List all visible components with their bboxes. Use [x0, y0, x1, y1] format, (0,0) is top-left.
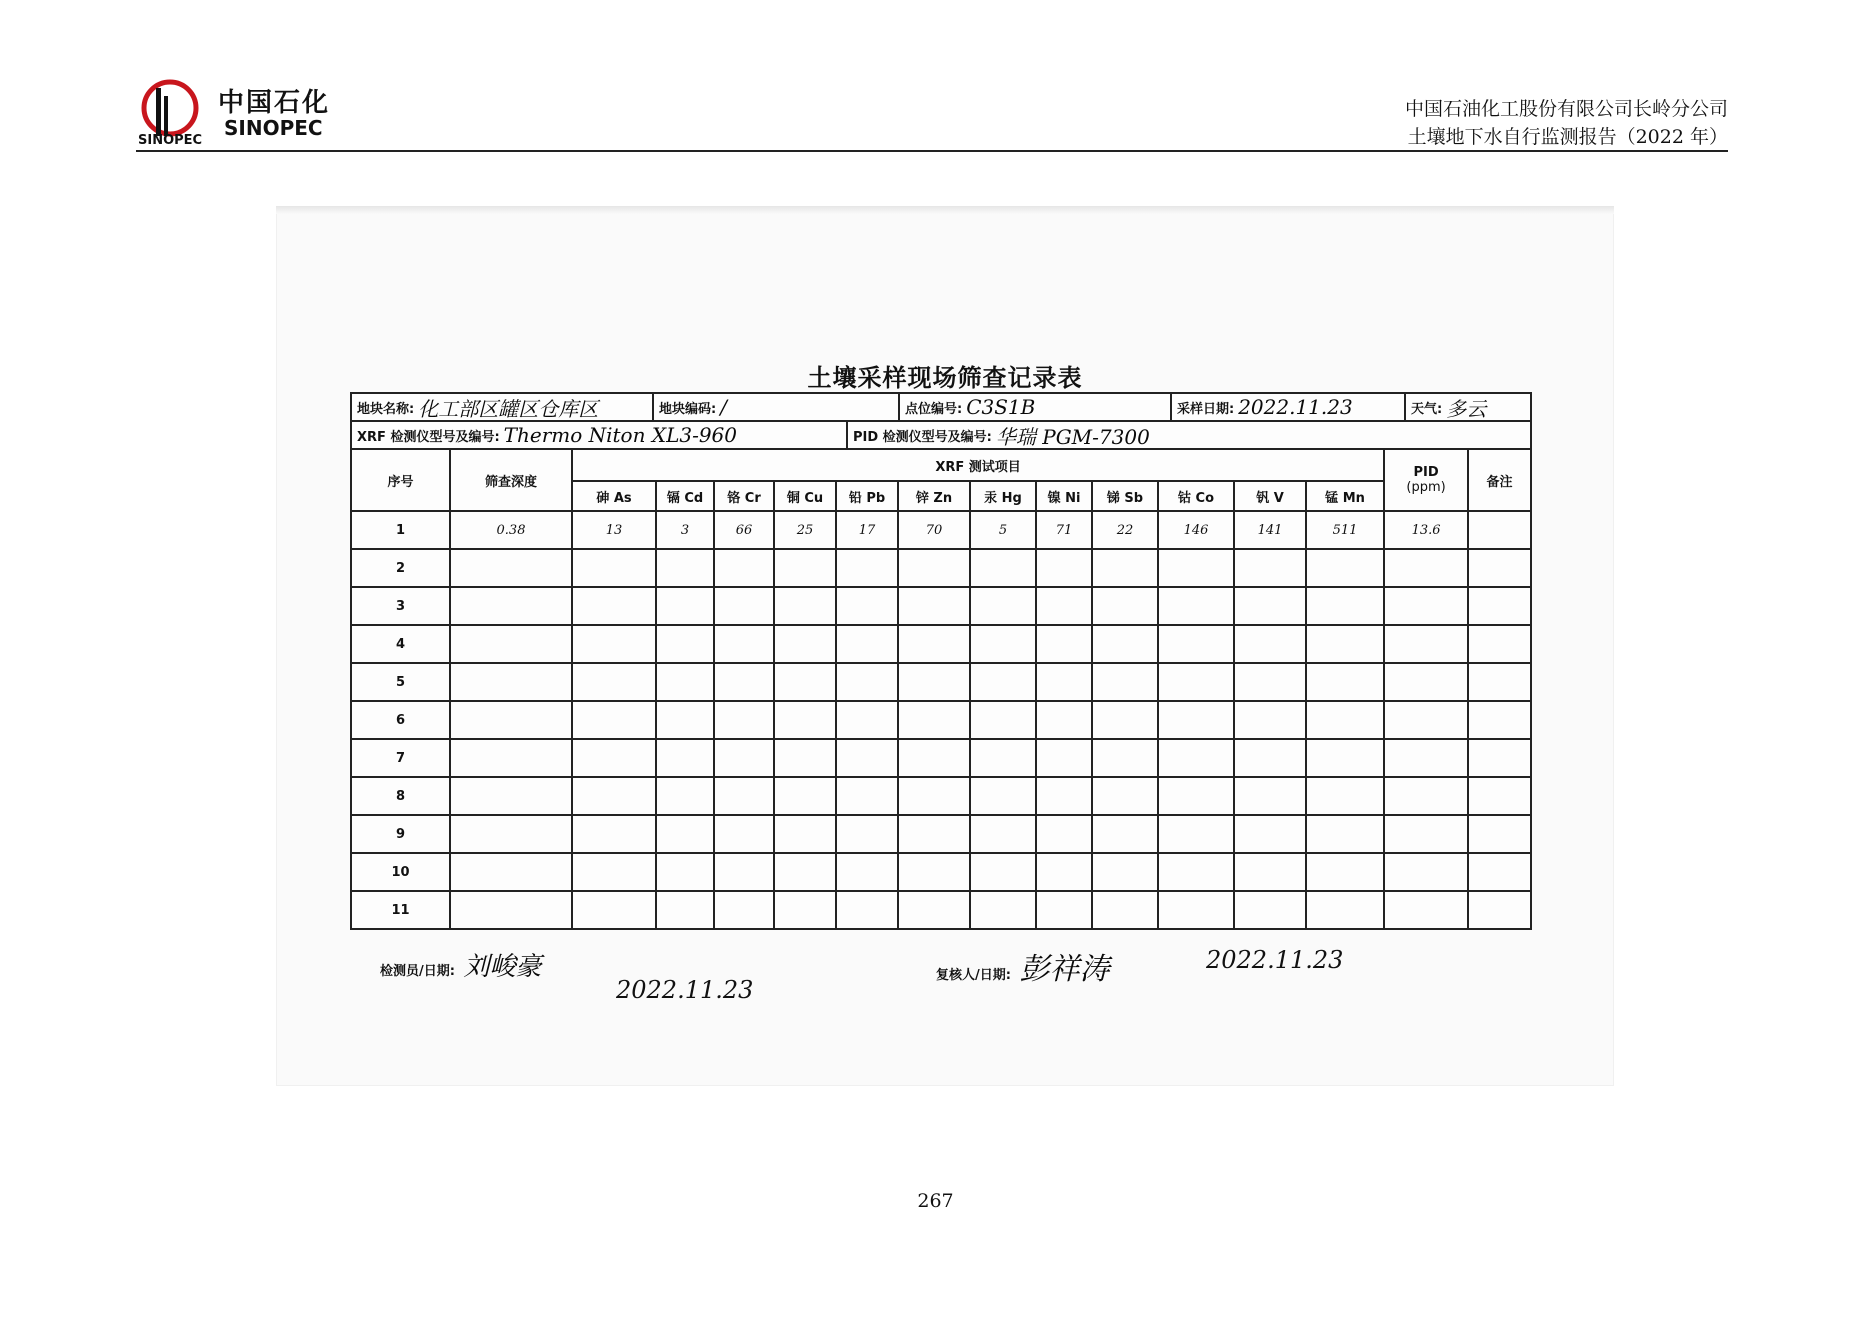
- element-value-cell: [970, 777, 1036, 815]
- col-header-element: 钒 V: [1234, 481, 1306, 511]
- col-header-element: 铜 Cu: [774, 481, 836, 511]
- remark-cell: [1468, 815, 1530, 853]
- element-value-cell: [836, 739, 898, 777]
- element-value-cell: 17: [836, 511, 898, 549]
- col-header-depth: 筛查深度: [450, 450, 572, 511]
- row-number: 3: [352, 587, 450, 625]
- table-row: [352, 891, 1530, 928]
- row-number: 5: [352, 663, 450, 701]
- reviewer-signature: [936, 944, 1109, 988]
- element-value-cell: [970, 739, 1036, 777]
- table-row: [352, 777, 1530, 815]
- pid-cell: [1384, 853, 1468, 891]
- table-row: [352, 853, 1530, 891]
- element-value-cell: [1092, 739, 1158, 777]
- pid-cell: [1384, 625, 1468, 663]
- element-value-cell: 13: [572, 511, 656, 549]
- element-value-cell: [1234, 815, 1306, 853]
- element-value-cell: [1306, 777, 1384, 815]
- col-header-remark: 备注: [1468, 450, 1530, 511]
- element-value-cell: [1234, 701, 1306, 739]
- row-number: 9: [352, 815, 450, 853]
- depth-cell: [450, 739, 572, 777]
- element-value-cell: [774, 663, 836, 701]
- element-value-cell: [572, 891, 656, 928]
- element-value-cell: [1036, 777, 1092, 815]
- row-number: 2: [352, 549, 450, 587]
- element-value-cell: [898, 777, 970, 815]
- element-value-cell: [1158, 815, 1234, 853]
- element-value-cell: [774, 587, 836, 625]
- element-value-cell: [656, 549, 714, 587]
- remark-cell: [1468, 853, 1530, 891]
- element-value-cell: [656, 891, 714, 928]
- element-value-cell: [656, 701, 714, 739]
- element-value-cell: [898, 663, 970, 701]
- element-value-cell: [656, 815, 714, 853]
- element-value-cell: [836, 777, 898, 815]
- remark-cell: [1468, 587, 1530, 625]
- element-value-cell: [1092, 549, 1158, 587]
- pid-cell: [1384, 739, 1468, 777]
- element-value-cell: [1234, 853, 1306, 891]
- col-header-element: 铬 Cr: [714, 481, 774, 511]
- element-value-cell: [774, 739, 836, 777]
- element-value-cell: 25: [774, 511, 836, 549]
- element-value-cell: [898, 625, 970, 663]
- site-name-label: 地块名称:: [357, 401, 415, 417]
- depth-cell: [450, 663, 572, 701]
- element-value-cell: [656, 739, 714, 777]
- site-code-value: /: [720, 395, 727, 419]
- inspector-name: 刘峻豪: [463, 952, 542, 982]
- pid-instrument-cell: [848, 422, 1530, 448]
- pid-label: PID: [1413, 465, 1439, 480]
- element-value-cell: [836, 663, 898, 701]
- col-header-element: 砷 As: [572, 481, 656, 511]
- depth-cell: [450, 815, 572, 853]
- table-row: [352, 549, 1530, 587]
- element-value-cell: [656, 663, 714, 701]
- depth-cell: [450, 853, 572, 891]
- element-value-cell: [774, 625, 836, 663]
- element-value-cell: [836, 587, 898, 625]
- element-value-cell: [1306, 663, 1384, 701]
- row-number: 8: [352, 777, 450, 815]
- element-value-cell: [714, 549, 774, 587]
- element-value-cell: [656, 587, 714, 625]
- element-value-cell: [774, 891, 836, 928]
- element-value-cell: [1306, 853, 1384, 891]
- element-value-cell: [572, 663, 656, 701]
- element-value-cell: [572, 815, 656, 853]
- element-value-cell: [572, 777, 656, 815]
- element-value-cell: [1158, 701, 1234, 739]
- element-value-cell: [714, 587, 774, 625]
- element-value-cell: [656, 625, 714, 663]
- element-value-cell: [898, 587, 970, 625]
- point-code-label: 点位编号:: [905, 401, 963, 417]
- element-value-cell: [970, 549, 1036, 587]
- table-row: [352, 587, 1530, 625]
- depth-cell: [450, 891, 572, 928]
- element-value-cell: [1036, 815, 1092, 853]
- col-header-seq: 序号: [352, 450, 450, 511]
- row-number: 4: [352, 625, 450, 663]
- brand-name-en: SINOPEC: [224, 116, 323, 140]
- element-value-cell: 146: [1158, 511, 1234, 549]
- pid-instrument-label: PID 检测仪型号及编号:: [853, 429, 992, 445]
- element-value-cell: [572, 701, 656, 739]
- point-code-value: C3S1B: [966, 395, 1036, 419]
- record-sheet: [350, 392, 1532, 930]
- element-value-cell: [1036, 625, 1092, 663]
- element-value-cell: [1234, 625, 1306, 663]
- element-value-cell: [1036, 701, 1092, 739]
- element-value-cell: [1306, 701, 1384, 739]
- remark-cell: [1468, 549, 1530, 587]
- col-header-element: 锰 Mn: [1306, 481, 1384, 511]
- element-value-cell: [1092, 815, 1158, 853]
- inspector-date: 2022.11.23: [616, 976, 754, 1004]
- depth-cell: [450, 777, 572, 815]
- site-name-cell: [352, 394, 654, 420]
- element-value-cell: [1234, 777, 1306, 815]
- element-value-cell: [836, 625, 898, 663]
- element-value-cell: [1092, 777, 1158, 815]
- element-value-cell: [1158, 625, 1234, 663]
- element-value-cell: [572, 625, 656, 663]
- remark-cell: [1468, 739, 1530, 777]
- element-value-cell: [1036, 891, 1092, 928]
- reviewer-name: 彭祥涛: [1019, 952, 1110, 987]
- element-value-cell: [774, 815, 836, 853]
- col-header-element: 钴 Co: [1158, 481, 1234, 511]
- pid-instrument-value: 华瑞 PGM-7300: [995, 424, 1150, 448]
- element-value-cell: 3: [656, 511, 714, 549]
- element-value-cell: [714, 663, 774, 701]
- report-company: 中国石油化工股份有限公司长岭分公司: [1404, 98, 1728, 120]
- row-number: 6: [352, 701, 450, 739]
- weather-cell: [1406, 394, 1530, 420]
- site-name-value: 化工部区罐区仓库区: [418, 396, 599, 420]
- element-value-cell: [1158, 891, 1234, 928]
- pid-cell: [1384, 815, 1468, 853]
- page-number: 267: [917, 1190, 954, 1212]
- col-header-element: 镉 Cd: [656, 481, 714, 511]
- sample-date-cell: [1172, 394, 1406, 420]
- brand-name-cn: 中国石化: [218, 88, 331, 118]
- element-value-cell: [714, 777, 774, 815]
- element-value-cell: [1306, 891, 1384, 928]
- depth-cell: [450, 701, 572, 739]
- xrf-instrument-cell: [352, 422, 848, 448]
- inspector-label: 检测员/日期:: [380, 964, 455, 979]
- element-value-cell: [714, 701, 774, 739]
- element-value-cell: [714, 891, 774, 928]
- element-value-cell: [1092, 587, 1158, 625]
- element-value-cell: [656, 777, 714, 815]
- col-header-xrf-group: XRF 测试项目: [572, 450, 1384, 481]
- element-value-cell: [970, 663, 1036, 701]
- element-value-cell: [898, 815, 970, 853]
- table-row: [352, 701, 1530, 739]
- element-value-cell: [836, 815, 898, 853]
- element-value-cell: [1158, 663, 1234, 701]
- element-value-cell: [774, 701, 836, 739]
- element-value-cell: 70: [898, 511, 970, 549]
- pid-cell: [1384, 549, 1468, 587]
- element-value-cell: [1234, 663, 1306, 701]
- element-value-cell: 22: [1092, 511, 1158, 549]
- remark-cell: [1468, 663, 1530, 701]
- element-value-cell: [1234, 891, 1306, 928]
- element-value-cell: [970, 701, 1036, 739]
- element-value-cell: 71: [1036, 511, 1092, 549]
- inspector-signature: [380, 946, 542, 983]
- element-value-cell: [1306, 815, 1384, 853]
- element-value-cell: [1092, 625, 1158, 663]
- reviewer-date: 2022.11.23: [1206, 946, 1344, 974]
- element-value-cell: 5: [970, 511, 1036, 549]
- element-value-cell: [1092, 853, 1158, 891]
- col-header-element: 镍 Ni: [1036, 481, 1092, 511]
- element-value-cell: [1158, 739, 1234, 777]
- element-value-cell: [836, 853, 898, 891]
- row-number: 1: [352, 511, 450, 549]
- element-value-cell: [572, 853, 656, 891]
- element-value-cell: [572, 549, 656, 587]
- pid-cell: [1384, 891, 1468, 928]
- xrf-instrument-label: XRF 检测仪型号及编号:: [357, 429, 500, 445]
- depth-cell: [450, 549, 572, 587]
- element-value-cell: [898, 739, 970, 777]
- page-header: [136, 78, 1728, 152]
- element-value-cell: [1036, 549, 1092, 587]
- element-value-cell: [970, 891, 1036, 928]
- row-number: 7: [352, 739, 450, 777]
- form-title: 土壤采样现场筛查记录表: [807, 364, 1083, 392]
- sample-date-label: 采样日期:: [1177, 401, 1235, 417]
- element-value-cell: [1306, 739, 1384, 777]
- remark-cell: [1468, 891, 1530, 928]
- remark-cell: [1468, 701, 1530, 739]
- element-value-cell: [1036, 663, 1092, 701]
- pid-cell: [1384, 663, 1468, 701]
- element-value-cell: [898, 891, 970, 928]
- depth-cell: [450, 587, 572, 625]
- element-value-cell: [1306, 587, 1384, 625]
- pid-cell: [1384, 701, 1468, 739]
- element-value-cell: [1234, 549, 1306, 587]
- row-number: 10: [352, 853, 450, 891]
- reviewer-label: 复核人/日期:: [936, 968, 1011, 983]
- element-value-cell: [836, 549, 898, 587]
- element-value-cell: [1158, 853, 1234, 891]
- element-value-cell: [714, 853, 774, 891]
- col-header-element: 锌 Zn: [898, 481, 970, 511]
- meta-row-instruments: [352, 422, 1530, 450]
- weather-label: 天气:: [1411, 401, 1443, 417]
- element-value-cell: [572, 739, 656, 777]
- element-value-cell: [1234, 587, 1306, 625]
- table-row: [352, 511, 1530, 549]
- pid-unit: (ppm): [1406, 480, 1446, 495]
- element-value-cell: [714, 625, 774, 663]
- element-value-cell: [1092, 663, 1158, 701]
- col-header-element: 锑 Sb: [1092, 481, 1158, 511]
- scan-edge: [276, 206, 1614, 214]
- element-value-cell: [714, 739, 774, 777]
- remark-cell: [1468, 777, 1530, 815]
- remark-cell: [1468, 625, 1530, 663]
- element-value-cell: [1306, 625, 1384, 663]
- pid-cell: [1384, 777, 1468, 815]
- element-value-cell: [1158, 587, 1234, 625]
- col-header-element: 铅 Pb: [836, 481, 898, 511]
- element-value-cell: [1158, 777, 1234, 815]
- element-value-cell: [774, 777, 836, 815]
- element-value-cell: [836, 701, 898, 739]
- col-header-pid: [1384, 450, 1468, 511]
- element-value-cell: [1036, 853, 1092, 891]
- element-value-cell: [898, 549, 970, 587]
- meta-row-site: [352, 394, 1530, 422]
- table-row: [352, 815, 1530, 853]
- svg-text:SINOPEC: SINOPEC: [138, 133, 203, 148]
- sample-date-value: 2022.11.23: [1238, 395, 1353, 419]
- element-value-cell: [1036, 739, 1092, 777]
- element-value-cell: [970, 815, 1036, 853]
- report-title: 土壤地下水自行监测报告（2022 年）: [1407, 126, 1728, 148]
- element-value-cell: [1158, 549, 1234, 587]
- row-number: 11: [352, 891, 450, 928]
- pid-cell: [1384, 587, 1468, 625]
- element-value-cell: [572, 587, 656, 625]
- table-row: [352, 663, 1530, 701]
- element-value-cell: [970, 625, 1036, 663]
- element-value-cell: 141: [1234, 511, 1306, 549]
- sinopec-logo: [136, 78, 206, 148]
- element-value-cell: [1092, 701, 1158, 739]
- scanned-form: [276, 206, 1614, 1086]
- depth-cell: [450, 625, 572, 663]
- table-body: [352, 511, 1530, 928]
- table-row: [352, 625, 1530, 663]
- screening-table: [352, 450, 1530, 928]
- element-value-cell: 511: [1306, 511, 1384, 549]
- element-value-cell: [836, 891, 898, 928]
- element-value-cell: [1092, 891, 1158, 928]
- col-header-element: 汞 Hg: [970, 481, 1036, 511]
- element-value-cell: 66: [714, 511, 774, 549]
- element-value-cell: [774, 853, 836, 891]
- xrf-instrument-value: Thermo Niton XL3-960: [503, 423, 738, 447]
- element-value-cell: [970, 587, 1036, 625]
- point-code-cell: [900, 394, 1172, 420]
- depth-cell: 0.38: [450, 511, 572, 549]
- site-code-cell: [654, 394, 900, 420]
- site-code-label: 地块编码:: [659, 401, 717, 417]
- element-value-cell: [1306, 549, 1384, 587]
- element-value-cell: [714, 815, 774, 853]
- element-value-cell: [898, 853, 970, 891]
- element-value-cell: [1234, 739, 1306, 777]
- remark-cell: [1468, 511, 1530, 549]
- element-value-cell: [970, 853, 1036, 891]
- weather-value: 多云: [1446, 396, 1487, 420]
- table-row: [352, 739, 1530, 777]
- element-value-cell: [1036, 587, 1092, 625]
- pid-cell: 13.6: [1384, 511, 1468, 549]
- element-value-cell: [898, 701, 970, 739]
- element-value-cell: [774, 549, 836, 587]
- element-value-cell: [656, 853, 714, 891]
